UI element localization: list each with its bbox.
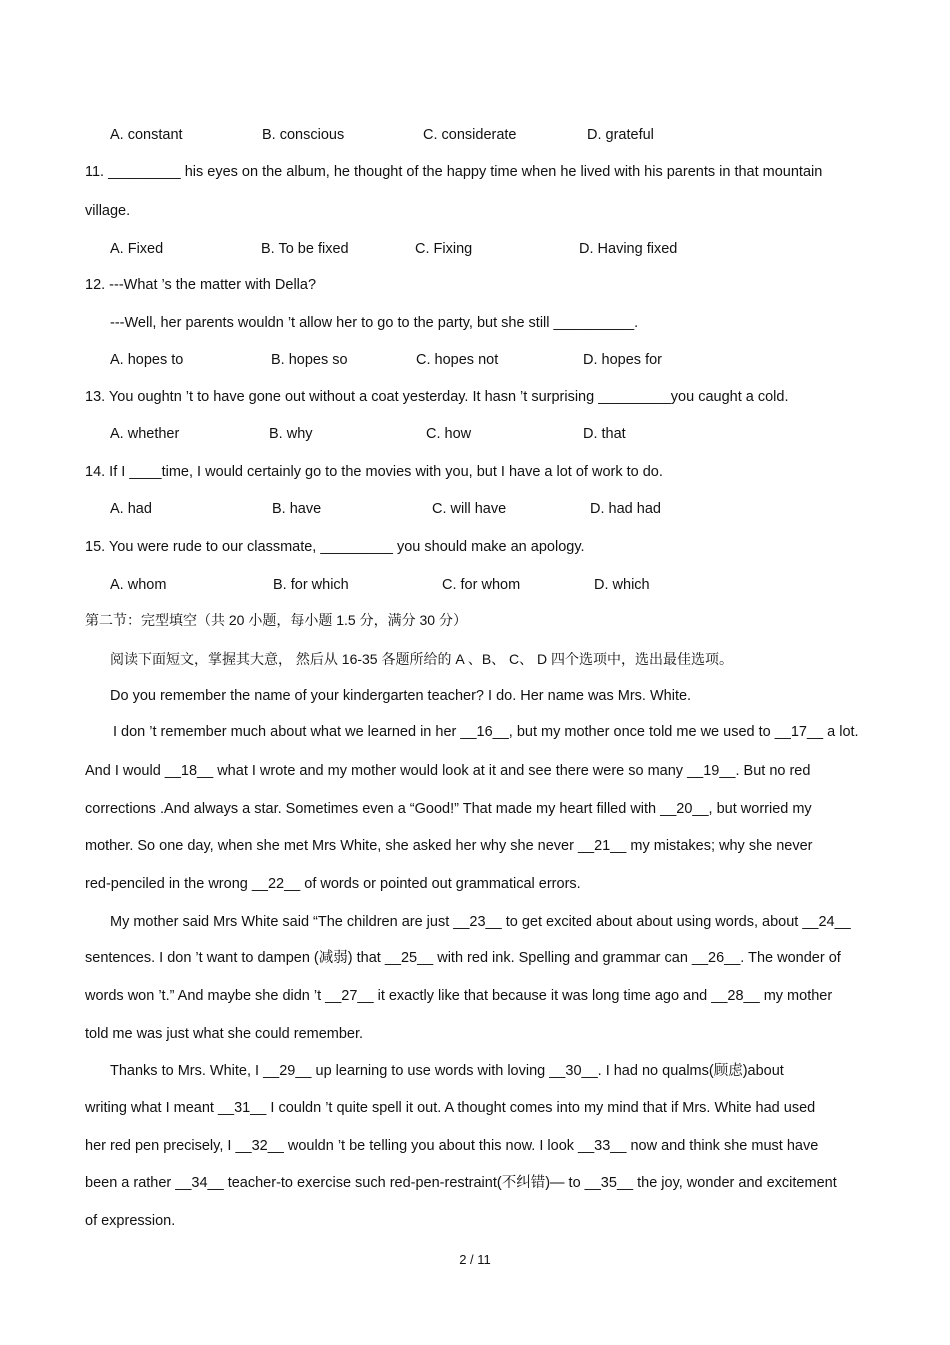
- passage-line-4: corrections .And always a star. Sometimes even a “Good!” That made my heart filled with __20__, but worried my: [85, 801, 812, 817]
- passage-line-13: her red pen precisely, I __32__ wouldn ’t be telling you about this now. I look __33__ now and think she must have: [85, 1138, 819, 1154]
- q12-option-b: B. hopes so: [271, 352, 348, 368]
- q15-stem: 15. You were rude to our classmate, _________ you should make an apology.: [85, 539, 585, 555]
- q14-option-b: B. have: [272, 501, 322, 517]
- q10-option-b: B. conscious: [262, 127, 345, 143]
- q13-option-c: C. how: [426, 426, 472, 442]
- q11-stem: 11. _________ his eyes on the album, he thought of the happy time when he lived with his parents in that mountain: [85, 164, 823, 180]
- q13-option-b: B. why: [269, 426, 313, 442]
- passage-line-11: Thanks to Mrs. White, I __29__ up learning to use words with loving __30__. I had no qualms(顾虑)about: [110, 1063, 784, 1079]
- q12-stem-reply: ---Well, her parents wouldn ’t allow her to go to the party, but she still __________.: [110, 315, 639, 331]
- q10-option-d: D. grateful: [587, 127, 654, 143]
- q10-option-a: A. constant: [110, 127, 183, 143]
- passage-line-2: I don ’t remember much about what we learned in her __16__, but my mother once told me we used to __17__ a lot.: [113, 724, 859, 740]
- q13-option-d: D. that: [583, 426, 626, 442]
- passage-line-6: red-penciled in the wrong __22__ of words or pointed out grammatical errors.: [85, 876, 581, 892]
- passage-line-3: And I would __18__ what I wrote and my mother would look at it and see there were so many __19__. But no red: [85, 763, 811, 779]
- passage-line-1: Do you remember the name of your kindergarten teacher? I do. Her name was Mrs. White.: [110, 688, 692, 704]
- passage-line-10: told me was just what she could remember.: [85, 1026, 364, 1042]
- q14-option-c: C. will have: [432, 501, 507, 517]
- q11-option-b: B. To be fixed: [261, 241, 349, 257]
- q13-option-a: A. whether: [110, 426, 180, 442]
- q13-stem: 13. You oughtn ’t to have gone out without a coat yesterday. It hasn ’t surprising _________you caught a cold.: [85, 389, 789, 405]
- q11-option-d: D. Having fixed: [579, 241, 678, 257]
- q12-option-d: D. hopes for: [583, 352, 662, 368]
- q14-option-d: D. had had: [590, 501, 661, 517]
- q15-option-c: C. for whom: [442, 577, 521, 593]
- q12-option-a: A. hopes to: [110, 352, 184, 368]
- q11-option-c: C. Fixing: [415, 241, 473, 257]
- q11-stem-continued: village.: [85, 203, 131, 219]
- section-instruction: 阅读下面短文，掌握其大意， 然后从 16-35 各题所给的 A 、B、 C、 D 四个选项中，选出最佳选项。: [110, 651, 734, 667]
- section-heading: 第二节：完型填空（共 20 小题，每小题 1.5 分，满分 30 分）: [85, 612, 467, 628]
- passage-line-5: mother. So one day, when she met Mrs White, she asked her why she never __21__ my mistakes; why she never: [85, 838, 813, 854]
- q14-option-a: A. had: [110, 501, 152, 517]
- q15-option-b: B. for which: [273, 577, 349, 593]
- passage-line-9: words won ’t.” And maybe she didn ’t __27__ it exactly like that because it was long time ago and __28__ my mother: [85, 988, 833, 1004]
- page-number: 2 / 11: [459, 1252, 491, 1267]
- q11-option-a: A. Fixed: [110, 241, 164, 257]
- passage-line-7: My mother said Mrs White said “The children are just __23__ to get excited about about using words, about __24__: [110, 914, 851, 930]
- passage-line-12: writing what I meant __31__ I couldn ’t quite spell it out. A thought comes into my mind that if Mrs. White had used: [85, 1100, 816, 1116]
- q15-option-a: A. whom: [110, 577, 167, 593]
- q15-option-d: D. which: [594, 577, 650, 593]
- q10-option-c: C. considerate: [423, 127, 517, 143]
- passage-line-8: sentences. I don ’t want to dampen (减弱) that __25__ with red ink. Spelling and grammar can __26__. The wonder of: [85, 950, 841, 966]
- q14-stem: 14. If I ____time, I would certainly go to the movies with you, but I have a lot of work to do.: [85, 464, 663, 480]
- passage-line-14: been a rather __34__ teacher-to exercise such red-pen-restraint(不纠错)— to __35__ the joy, wonder and excitement: [85, 1175, 837, 1191]
- passage-line-15: of expression.: [85, 1213, 176, 1229]
- q12-stem: 12. ---What ’s the matter with Della?: [85, 277, 317, 293]
- q12-option-c: C. hopes not: [416, 352, 499, 368]
